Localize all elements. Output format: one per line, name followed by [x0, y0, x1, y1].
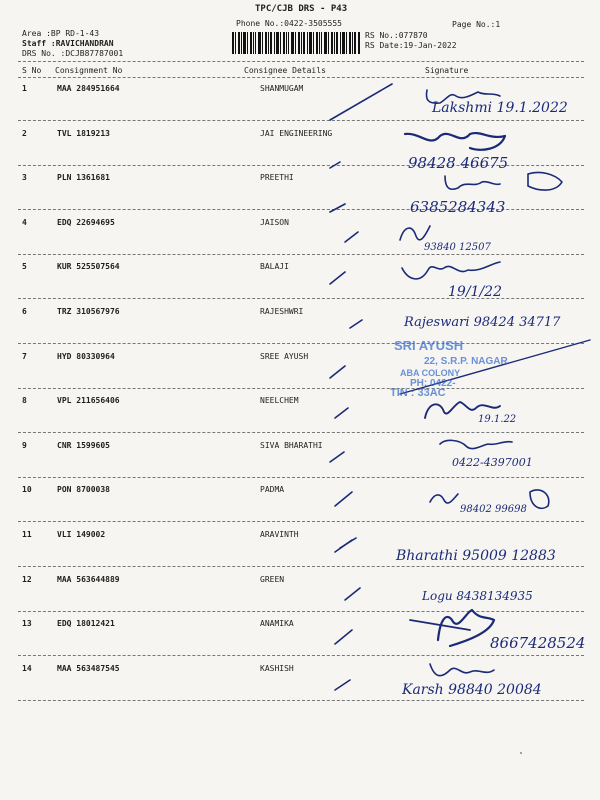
stamp-line-3: ABA COLONY: [400, 368, 461, 378]
row-s-no: 7: [22, 351, 27, 361]
row-consignee: BALAJI: [260, 262, 289, 272]
row-consignment-no: VPL 211656406: [57, 396, 120, 406]
sig-row14-text: Karsh 98840 20084: [402, 682, 542, 698]
stamp-line-4: PH: 0422-: [410, 378, 456, 389]
rs-date: RS Date:19-Jan-2022: [365, 41, 457, 50]
row-consignee: GREEN: [260, 574, 285, 584]
sig-row5-date: 19/1/22: [448, 284, 502, 300]
row-s-no: 9: [22, 440, 27, 450]
row-s-no: 13: [22, 619, 32, 629]
area-label: Area :BP RD-1-43: [22, 29, 100, 38]
row-consignee: JAI ENGINEERING: [260, 128, 333, 138]
row-consignment-no: MAA 563644889: [57, 574, 120, 584]
stamp-line-1: SRI AYUSH: [394, 338, 464, 353]
row-consignee: PREETHI: [260, 173, 294, 183]
row-consignment-no: MAA 284951664: [57, 84, 120, 93]
row-consignee: ANAMIKA: [260, 619, 294, 629]
row-consignee: SHANMUGAM: [260, 84, 304, 93]
stamp-line-2: 22, S.R.P. NAGAR: [424, 356, 508, 367]
company-stamp: [380, 336, 596, 398]
row-s-no: 1: [22, 84, 27, 93]
row-consignment-no: EDQ 22694695: [57, 217, 115, 227]
row-consignee: SIVA BHARATHI: [260, 440, 323, 450]
column-consignment: Consignment No: [55, 66, 123, 75]
row-consignment-no: CNR 1599605: [57, 440, 110, 450]
row-s-no: 2: [22, 128, 27, 138]
row-consignment-no: EDQ 18012421: [57, 619, 115, 629]
row-consignee: RAJESHWRI: [260, 307, 304, 316]
row-consignment-no: KUR 525507564: [57, 262, 120, 272]
row-consignment-no: VLI 149002: [57, 530, 106, 539]
sig-row11-text: Bharathi 95009 12883: [396, 548, 556, 564]
tick-mark: [330, 84, 392, 120]
sig-row4-text: 93840 12507: [424, 242, 491, 253]
row-consignment-no: TVL 1819213: [57, 128, 110, 138]
page-number: Page No.:1: [452, 20, 501, 29]
row-consignee: JAISON: [260, 217, 289, 227]
row-s-no: 3: [22, 173, 27, 183]
row-consignee: ARAVINTH: [260, 530, 299, 539]
row-consignment-no: TRZ 310567976: [57, 307, 120, 316]
row-s-no: 4: [22, 217, 27, 227]
sig-row6-text: Rajeswari 98424 34717: [404, 315, 561, 330]
row-s-no: 8: [22, 396, 27, 406]
row-s-no: 11: [22, 530, 32, 539]
sig-row8-date: 19.1.22: [478, 414, 517, 425]
row-consignee: PADMA: [260, 485, 285, 495]
row-s-no: 14: [22, 663, 32, 673]
column-signature: Signature: [425, 66, 469, 75]
row-consignment-no: HYD 80330964: [57, 351, 115, 361]
sig-row10-phone: 98402 99698: [460, 504, 527, 515]
sig-row9-phone: 0422-4397001: [452, 456, 533, 469]
stamp-line-5: TIN : 33AC: [390, 387, 446, 398]
rs-number: RS No.:077870: [365, 31, 428, 40]
row-consignee: KASHISH: [260, 663, 294, 673]
row-s-no: 6: [22, 307, 27, 316]
sig-row12-text: Logu 8438134935: [422, 589, 533, 603]
row-s-no: 10: [22, 485, 32, 495]
column-consignee: Consignee Details: [244, 66, 326, 75]
row-consignee: SREE AYUSH: [260, 351, 309, 361]
sig-row1-date: Lakshmi 19.1.2022: [432, 100, 568, 116]
sig-row2-phone: 98428 46675: [408, 154, 509, 172]
sig-row3-phone: 6385284343: [410, 198, 506, 216]
sig-row13-phone: 8667428524: [490, 634, 586, 652]
row-consignment-no: PON 8700038: [57, 485, 110, 495]
row-consignee: NEELCHEM: [260, 396, 299, 406]
column-s-no: S No: [22, 66, 42, 75]
row-s-no: 5: [22, 262, 27, 272]
phone-number: Phone No.:0422-3505555: [236, 19, 342, 28]
drs-number: DRS No. :DCJB87787001: [22, 49, 124, 58]
row-consignment-no: MAA 563487545: [57, 663, 120, 673]
row-consignment-no: PLN 1361681: [57, 173, 110, 183]
staff-label: Staff :RAVICHANDRAN: [22, 39, 114, 48]
row-s-no: 12: [22, 574, 32, 584]
document-title: TPC/CJB DRS - P43: [255, 4, 348, 14]
scan-speck: [520, 752, 522, 754]
